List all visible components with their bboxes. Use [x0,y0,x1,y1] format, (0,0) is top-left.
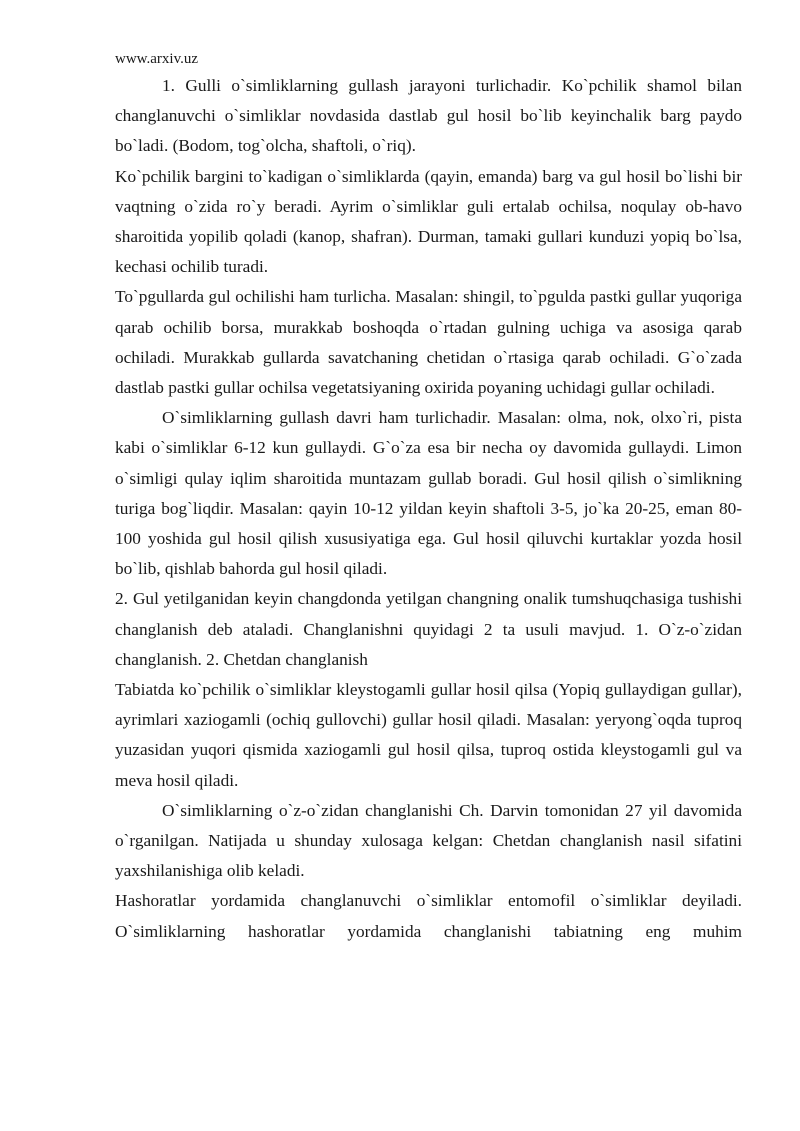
paragraph-4: O`simliklarning gullash davri ham turlichadir. Masalan: olma, nok, olxo`ri, pista kabi o`simliklar 6-12 kun gullaydi. G`o`za esa bir necha oy davomida gullaydi. Limon o`simligi qulay iqlim sharoitida muntazam gullab boradi. Gul hosil qilish o`simlikning turiga bog`liqdir. Masalan: qayin 10-12 yildan keyin shaftoli 3-5, jo`ka 20-25, eman 80-100 yoshida gul hosil qilish xususiyatiga ega. Gul hosil qiluvchi kurtaklar yozda hosil bo`lib, qishlab bahorda gul hosil qiladi. [115,408,742,579]
paragraph-3: To`pgullarda gul ochilishi ham turlicha. Masalan: shingil, to`pgulda pastki gullar yuqoriga qarab ochilib borsa, murakkab boshoqda o`rtadan gulning uchiga va asosiga qarab ochiladi. Murakkab gullarda savatchaning chetidan o`rtasiga qarab ochiladi. G`o`zada dastlab pastki gullar ochilsa vegetatsiyaning oxirida poyaning uchidagi gullar ochiladi. [115,287,742,398]
paragraph-7: O`simliklarning o`z-o`zidan changlanishi Ch. Darvin tomonidan 27 yil davomida o`rganilgan. Natijada u shunday xulosaga kelgan: Chetdan changlanish nasil sifatini yaxshilanishiga olib keladi. [115,800,742,881]
document-body [115,71,742,947]
paragraph-8: Hashoratlar yordamida changlanuvchi o`simliklar entomofil o`simliklar deyiladi. O`simliklarning hashoratlar yordamida changlanishi tabiatning eng muhim [115,891,742,941]
paragraph-6: Tabiatda ko`pchilik o`simliklar kleystogamli gullar hosil qilsa (Yopiq gullaydigan gullar), ayrimlari xaziogamli (ochiq gullovchi) gullar hosil qiladi. Masalan: yeryong`oqda tuproq yuzasidan yuqori qismida xaziogamli gul hosil qilsa, tuproq ostida kleystogamli gul va meva hosil qiladi. [115,680,742,790]
paragraph-1: 1. Gulli o`simliklarning gullash jarayoni turlichadir. Ko`pchilik shamol bilan changlanuvchi o`simliklar novdasida dastlab gul hosil bo`lib keyinchalik barg paydo bo`ladi. (Bodom, tog`olcha, shaftoli, o`riq). [115,76,742,156]
paragraph-5: 2. Gul yetilganidan keyin changdonda yetilgan changning onalik tumshuqchasiga tushishi changlanish deb ataladi. Changlanishni quyidagi 2 ta usuli mavjud. 1. O`z-o`zidan changlanish. 2. Chetdan changlanish [115,589,742,669]
paragraph-2: Ko`pchilik bargini to`kadigan o`simliklarda (qayin, emanda) barg va gul hosil bo`lishi bir vaqtning o`zida ro`y beradi. Ayrim o`simliklar guli ertalab ochilsa, noqulay ob-havo sharoitida yopilib qoladi (kanop, shafran). Durman, tamaki gullari kunduzi yopiq bo`lsa, kechasi ochilib turadi. [115,166,742,277]
site-header: www.arxiv.uz [115,51,199,67]
